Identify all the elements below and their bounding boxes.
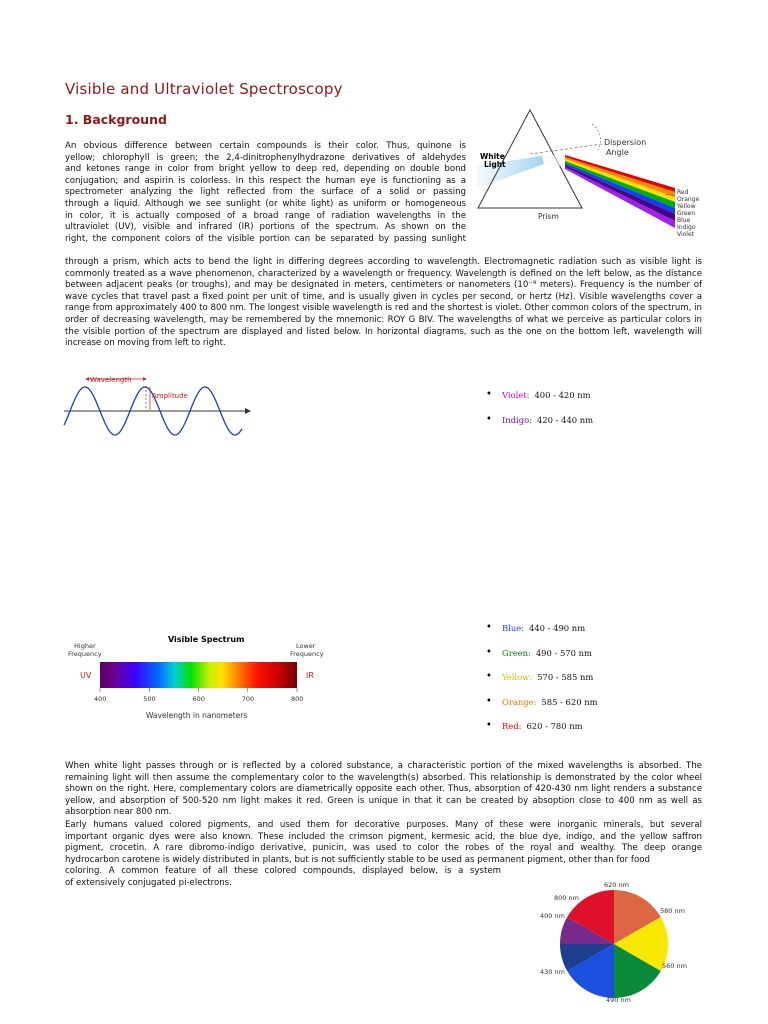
pigments-line: of extensively conjugated pi-electrons. xyxy=(65,877,232,888)
page-title: Visible and Ultraviolet Spectroscopy xyxy=(65,80,343,98)
svg-text:580 nm: 580 nm xyxy=(660,907,685,915)
color-range: 490 - 570 nm xyxy=(535,647,592,658)
color-range-item: • Yellow: 570 - 585 nm xyxy=(486,672,598,697)
color-range: 420 - 440 nm xyxy=(536,414,594,425)
color-name: Green xyxy=(502,647,529,658)
color-name: Red xyxy=(502,721,519,731)
color-range-item: • Violet: 400 - 420 nm xyxy=(486,390,593,415)
color-range-item: • Indigo: 420 - 440 nm xyxy=(486,415,593,440)
spectrum-tick-label: 800 xyxy=(291,695,304,703)
pigments-line: Early humans valued colored pigments, and used them for decorative purposes. Many of these were inorganic minerals, but several xyxy=(65,820,702,830)
color-name: Violet xyxy=(502,390,527,400)
svg-text:Red: Red xyxy=(677,189,689,196)
intro-line: yellow; chlorophyll is green; the 2,4-dinitrophenylhydrazone derivatives of aldehydes xyxy=(65,152,466,163)
intro-line: in color, it is actually composed of a broad range of radiation wavelengths in the xyxy=(65,210,466,221)
color-range: 400 - 420 nm xyxy=(534,390,591,400)
color-range: 585 - 620 nm xyxy=(541,696,598,707)
pigments-line: important organic dyes were also known. These included the crimson pigment, kermesic acid, the blue dye, indigo, and the yellow saffron xyxy=(65,831,702,842)
color-wheel xyxy=(530,878,700,1006)
uv-label: UV xyxy=(80,671,92,680)
wavelength-label: Wavelength xyxy=(90,376,132,384)
intro-paragraph-narrow xyxy=(65,141,466,245)
pigments-line: hydrocarbon carotene is widely distributed in plants, but is not sufficiently stable to be used as permanent pigment, other than for food xyxy=(65,854,650,865)
color-range: 620 - 780 nm xyxy=(526,721,583,731)
color-name: Yellow xyxy=(502,672,530,682)
intro-paragraph-continued: through a prism, which acts to bend the light in differing degrees according to wavelength. Electromagnetic radiation such as visible light is commonly treated as a wave phenomenon, characterized by a wavelength or frequency. Wavelength is defined on the left below, as the distance between adjacent peaks (or troughs), and may be designated in meters, centimeters or nanometers (10⁻⁹ meters). Frequency is the number of wave cycles that travel past a fixed point per unit of time, and is usually given in cycles per second, or hertz (Hz). Visible wavelengths cover a range from approximately 400 to 800 nm. The longest visible wavelength is red and the shortest is violet. Other common colors of the spectrum, in order of decreasing wavelength, may be remembered by the mnemonic: ROY G BIV. The wavelengths of what we perceive as particular colors in the visible portion of the spectrum are displayed and listed below. In horizontal diagrams, such as the one on the bottom left, wavelength will increase on moving from left to right. xyxy=(65,257,702,349)
dispersion-label-2: Angle xyxy=(606,148,629,157)
color-list-top xyxy=(486,390,593,439)
wave-diagram xyxy=(62,372,254,438)
visible-spectrum-chart xyxy=(62,632,330,724)
intro-line: and ketones range in color from bright yellow to deep red, depending on double bond xyxy=(65,164,466,175)
intro-line: ultraviolet (UV), visible and infrared (IR) portions of the spectrum. As shown on the xyxy=(65,222,466,233)
intro-line: conjugation; and aspirin is colorless. In this respect the human eye is functioning as a xyxy=(65,175,466,186)
svg-text:Green: Green xyxy=(677,210,696,217)
spectrum-xlabel: Wavelength in nanometers xyxy=(146,711,248,720)
higher-label-2: Frequency xyxy=(68,650,102,658)
intro-line: An obvious difference between certain compounds is their color. Thus, quinone is xyxy=(65,141,466,151)
pigments-line: pigment, crocetin. A rare dibromo-indigo derivative, punicin, was used to color the robes of the royal and wealthy. The deep orange xyxy=(65,843,702,854)
intro-line: spectrometer analyzing the light reflected from the surface of a solid or passing xyxy=(65,187,466,198)
white-light-label-1: White xyxy=(480,152,505,161)
intro-line: through a liquid. Although we see sunlight (or white light) as uniform or homogeneous xyxy=(65,198,466,209)
ir-label: IR xyxy=(306,671,314,680)
lower-label-2: Frequency xyxy=(290,650,324,658)
svg-text:430 nm: 430 nm xyxy=(540,968,565,976)
spectrum-tick-label: 700 xyxy=(241,695,255,703)
svg-text:Orange: Orange xyxy=(677,196,700,203)
svg-text:Yellow: Yellow xyxy=(677,203,696,210)
spectrum-title: Visible Spectrum xyxy=(168,635,245,644)
white-light-label-2: Light xyxy=(484,160,506,169)
color-range-item: • Blue: 440 - 490 nm xyxy=(486,623,598,648)
svg-text:Blue: Blue xyxy=(677,217,691,224)
spectrum-color-labels xyxy=(676,189,699,238)
color-range: 570 - 585 nm xyxy=(537,672,594,682)
amplitude-label: Amplitude xyxy=(152,392,188,400)
color-range-item: • Green: 490 - 570 nm xyxy=(486,648,598,673)
complementary-paragraph: When white light passes through or is reflected by a colored substance, a characteristic portion of the mixed wavelengths is absorbed. The remaining light will then assume the complementary color to the wavelength(s) absorbed. This relationship is demonstrated by the color wheel shown on the right. Here, complementary colors are diametrically opposite each other. Thus, absorption of 420-430 nm light renders a substance yellow, and absorption of 500-520 nm light makes it red. Green is unique in that it can be created by absoption close to 400 nm as well as absorption near 800 nm. xyxy=(65,761,702,818)
color-range-item: • Orange: 585 - 620 nm xyxy=(486,697,598,722)
color-range-item: • Red: 620 - 780 nm xyxy=(486,721,598,746)
svg-text:400 nm: 400 nm xyxy=(540,912,565,920)
intro-line: right, the component colors of the visible portion can be separated by passing sunlight xyxy=(65,233,466,244)
lower-label-1: Lower xyxy=(296,642,316,650)
prism-diagram xyxy=(470,108,705,243)
svg-text:800 nm: 800 nm xyxy=(554,894,579,902)
spectrum-bar xyxy=(100,662,297,688)
spectrum-tick-label: 600 xyxy=(192,695,205,703)
dispersion-label-1: Dispersion xyxy=(604,138,647,147)
svg-text:620 nm: 620 nm xyxy=(604,881,629,889)
color-name: Blue xyxy=(502,623,522,633)
prism-label: Prism xyxy=(538,212,559,221)
color-list-bottom xyxy=(486,623,598,746)
svg-text:Indigo: Indigo xyxy=(677,224,696,231)
svg-text:490 nm: 490 nm xyxy=(606,996,631,1004)
color-name: Orange xyxy=(502,696,534,707)
color-name: Indigo xyxy=(502,414,530,425)
color-range: 440 - 490 nm xyxy=(529,623,586,633)
section-heading: 1. Background xyxy=(65,112,167,127)
svg-text:560 nm: 560 nm xyxy=(662,962,687,970)
dispersed-beams xyxy=(565,155,675,228)
spectrum-tick-label: 500 xyxy=(143,695,156,703)
spectrum-tick-label: 400 xyxy=(94,695,107,703)
svg-text:Violet: Violet xyxy=(677,231,695,238)
higher-label-1: Higher xyxy=(74,642,96,650)
pigments-line: coloring. A common feature of all these colored compounds, displayed below, is a system xyxy=(65,866,501,877)
